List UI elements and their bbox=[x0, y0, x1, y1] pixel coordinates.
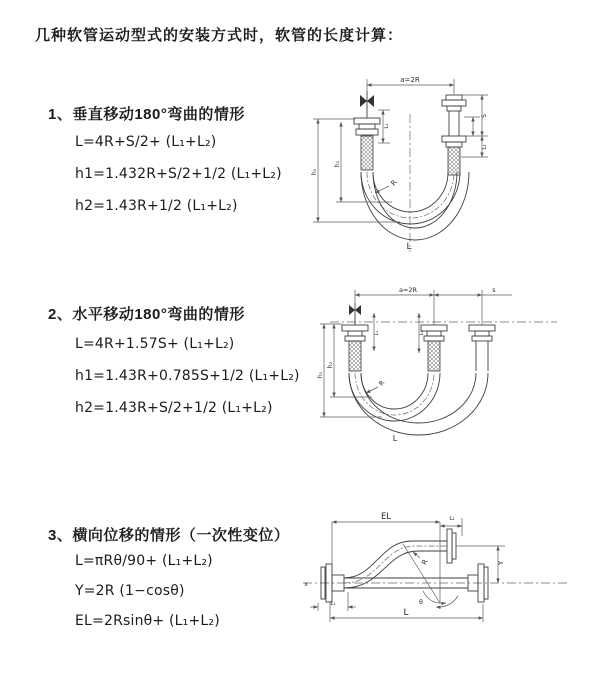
valve-icon bbox=[349, 305, 355, 315]
formula-L: L=4R+S/2+ (L₁+L₂) bbox=[75, 134, 217, 150]
geometry-construction bbox=[403, 522, 458, 607]
formula-EL: EL=2Rsinθ+ (L₁+L₂) bbox=[75, 613, 220, 629]
formula-h2: h2=1.43R+S/2+1/2 (L₁+L₂) bbox=[75, 400, 273, 416]
braided-hose-section bbox=[428, 341, 440, 371]
angle-theta-label: θ bbox=[419, 599, 423, 606]
radius-label: R bbox=[389, 178, 399, 188]
dim-label-h1: h₁ bbox=[317, 371, 324, 379]
dim-label-l1: L₁ bbox=[374, 330, 380, 336]
formula-Y: Y=2R (1−cosθ) bbox=[75, 583, 185, 599]
dim-label-h2: h₂ bbox=[334, 160, 341, 168]
formula-h2: h2=1.43R+1/2 (L₁+L₂) bbox=[75, 198, 238, 214]
dim-label-y: Y bbox=[497, 560, 505, 566]
hose-u-bend bbox=[361, 172, 469, 240]
section-2-heading: 2、水平移动180°弯曲的情形 bbox=[48, 306, 245, 323]
dim-label-l1: L₁ bbox=[330, 601, 336, 607]
dim-label-l2: L₂ bbox=[449, 516, 455, 522]
diagram-lateral-displacement bbox=[300, 508, 590, 648]
dimension-lines bbox=[311, 76, 488, 252]
dimension-lines bbox=[310, 512, 505, 622]
braided-hose-section bbox=[448, 147, 460, 175]
dim-label-h1: h₁ bbox=[311, 168, 318, 176]
valve-icon bbox=[360, 95, 367, 107]
fixed-port-left bbox=[354, 91, 380, 170]
dim-label-a2r: a=2R bbox=[398, 286, 418, 294]
diagram-horizontal-180-bend bbox=[312, 283, 580, 451]
formula-h1: h1=1.432R+S/2+1/2 (L₁+L₂) bbox=[75, 166, 282, 182]
radius-label: R bbox=[377, 378, 387, 388]
braided-hose-section bbox=[361, 136, 373, 170]
dim-label-s: s bbox=[492, 286, 496, 294]
section-1-heading: 1、垂直移动180°弯曲的情形 bbox=[48, 106, 245, 123]
dimension-lines bbox=[317, 286, 512, 443]
formula-L: L=πRθ/90+ (L₁+L₂) bbox=[75, 553, 213, 569]
length-label: L bbox=[403, 608, 409, 618]
dim-label-el: EL bbox=[380, 512, 392, 522]
hose-displaced-s-curve bbox=[344, 541, 447, 588]
hose-u-bend-two-positions bbox=[349, 373, 488, 435]
moving-port-right bbox=[442, 95, 466, 175]
valve-icon bbox=[367, 95, 374, 107]
centerline-end-mark: x bbox=[304, 581, 308, 588]
dim-label-l2: L₂ bbox=[482, 144, 488, 150]
dim-label-a2r: a=2R bbox=[400, 76, 420, 84]
page-title: 几种软管运动型式的安装方式时，软管的长度计算： bbox=[35, 27, 404, 44]
fixed-port-left bbox=[342, 303, 368, 371]
dim-label-l2: L₂ bbox=[419, 330, 425, 336]
formula-h1: h1=1.43R+0.785S+1/2 (L₁+L₂) bbox=[75, 368, 300, 384]
flange-displaced-upper bbox=[447, 529, 456, 563]
length-label: L bbox=[392, 434, 398, 443]
length-label: L bbox=[406, 242, 412, 252]
radius-label: R bbox=[420, 558, 430, 567]
braided-hose-section bbox=[349, 341, 361, 371]
formula-L: L=4R+1.57S+ (L₁+L₂) bbox=[75, 336, 235, 352]
dim-label-l1: L₁ bbox=[384, 123, 390, 129]
moving-port-displaced bbox=[469, 325, 495, 371]
diagram-vertical-180-bend bbox=[310, 72, 572, 257]
dim-label-s: S bbox=[481, 114, 488, 118]
dim-label-h2: h₂ bbox=[327, 361, 334, 369]
valve-icon bbox=[355, 305, 361, 315]
section-3-heading: 3、横向位移的情形（一次性变位） bbox=[48, 527, 290, 544]
